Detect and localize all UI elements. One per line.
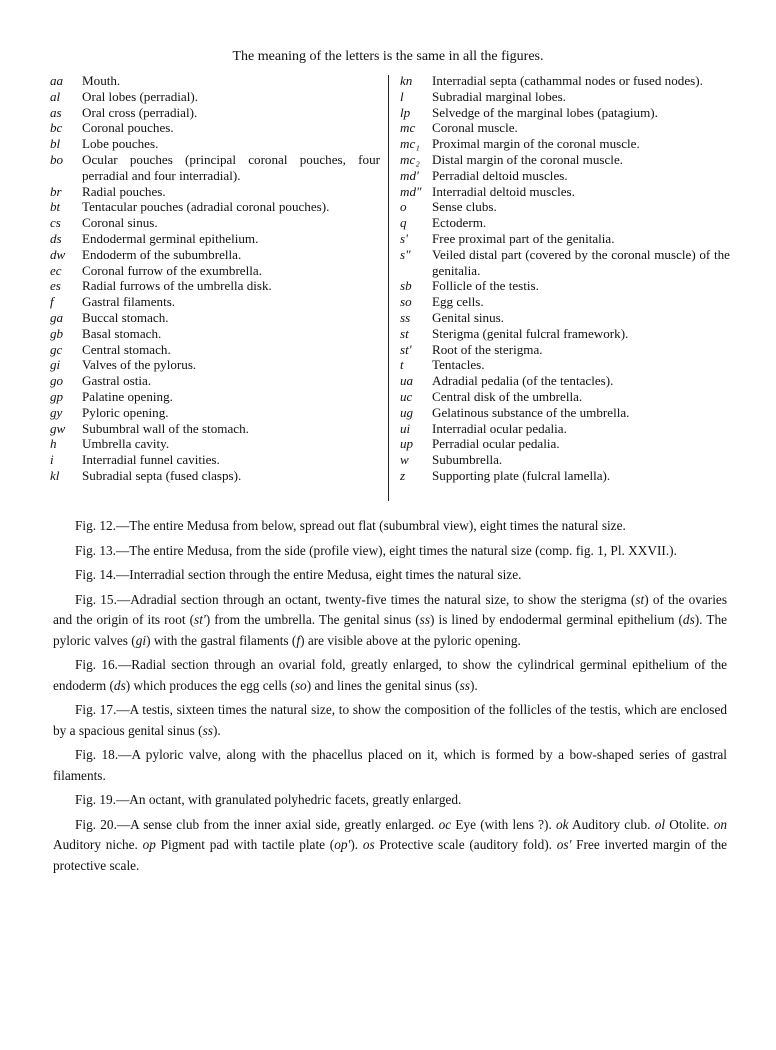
legend-entry xyxy=(400,247,730,279)
legend-abbreviation: t xyxy=(400,357,404,373)
legend-description: Central disk of the umbrella. xyxy=(432,388,583,404)
legend-abbreviation: al xyxy=(50,88,61,104)
legend-abbreviation: lp xyxy=(400,104,411,120)
caption-text: Fig. 20.—A sense club from the inner axial side, greatly enlarged. xyxy=(75,816,439,832)
legend-abbreviation: so xyxy=(400,294,412,310)
legend-entry xyxy=(50,310,380,326)
legend-abbreviation: f xyxy=(50,294,54,310)
caption-symbol: os xyxy=(362,837,375,852)
legend-description: Coronal muscle. xyxy=(432,120,518,136)
legend-abbreviation: sb xyxy=(400,278,412,294)
legend-description: Radial furrows of the umbrella disk. xyxy=(82,278,272,294)
caption-text: ) which produces the egg cells ( xyxy=(125,677,295,693)
legend-entry xyxy=(50,294,380,310)
legend-abbreviation: gp xyxy=(50,388,64,404)
caption-text: Fig. 15.—Adradial section through an octant, twenty-five times the natural size, to show the sterigma ( xyxy=(75,591,636,607)
legend-entry xyxy=(50,73,380,89)
legend-description: Gelatinous substance of the umbrella. xyxy=(432,404,630,420)
legend-entry xyxy=(50,105,380,121)
legend-abbreviation: gc xyxy=(50,341,63,357)
caption-symbol: op' xyxy=(334,837,351,852)
caption-fig-18: Fig. 18.—A pyloric valve, along with the phacellus placed on it, which is formed by a bow-shaped series of gastral filaments. xyxy=(53,747,727,783)
legend-description: Perradial ocular pedalia. xyxy=(432,436,560,452)
legend-abbreviation: ga xyxy=(50,309,64,325)
legend-entry xyxy=(400,452,730,468)
legend-abbreviation: s' xyxy=(400,230,408,246)
legend-abbreviation: l xyxy=(400,88,404,104)
legend-description: Gastral ostia. xyxy=(82,373,152,389)
caption-fig-14: Fig. 14.—Interradial section through the entire Medusa, eight times the natural size. xyxy=(75,567,522,582)
legend-description: Interradial ocular pedalia. xyxy=(432,420,567,436)
legend-abbreviation: go xyxy=(50,373,64,389)
legend-entry xyxy=(400,294,730,310)
legend-abbreviation: bt xyxy=(50,199,61,215)
caption-fig-12: Fig. 12.—The entire Medusa from below, spread out flat (subumbral view), eight times the natural size. xyxy=(75,518,626,533)
legend-abbreviation: mc xyxy=(400,120,416,136)
legend-description: Lobe pouches. xyxy=(82,136,159,152)
legend-entry xyxy=(400,373,730,389)
legend-entry xyxy=(400,120,730,136)
legend-abbreviation: cs xyxy=(50,215,61,231)
caption-symbol: op xyxy=(142,837,156,852)
legend-description: Basal stomach. xyxy=(82,325,162,341)
legend-description: Palatine opening. xyxy=(82,388,173,404)
legend-description: Sense clubs. xyxy=(432,199,497,215)
legend-entry xyxy=(400,436,730,452)
caption-fig-15 xyxy=(53,590,727,652)
legend-entry xyxy=(400,73,730,89)
caption-symbol: ss xyxy=(459,677,470,693)
legend-description: Sterigma (genital fulcral framework). xyxy=(432,325,629,341)
legend-abbreviation: i xyxy=(50,452,54,468)
caption-symbol: oc xyxy=(438,816,452,832)
caption-text: ). The pyloric valves ( xyxy=(53,612,727,648)
caption-text: Fig. 17.—A testis, sixteen times the natural size, to show the composition of the follicles of the testis, which are enclosed by a spacious genital sinus ( xyxy=(53,702,727,738)
legend-entry xyxy=(400,168,730,184)
legend-description: Pyloric opening. xyxy=(82,404,169,420)
legend-description: Coronal sinus. xyxy=(82,215,158,231)
caption-text: Auditory club. xyxy=(568,816,655,832)
legend-description: Central stomach. xyxy=(82,341,171,357)
legend-entry xyxy=(50,263,380,279)
legend-entry xyxy=(400,310,730,326)
legend-entry xyxy=(50,326,380,342)
legend-description: Mouth. xyxy=(82,73,121,88)
legend-abbreviation: st' xyxy=(400,341,412,357)
legend-description: Tentacular pouches (adradial coronal pouches). xyxy=(82,199,330,215)
legend-description: Genital sinus. xyxy=(432,309,505,325)
legend-entry xyxy=(50,184,380,200)
legend-entry xyxy=(400,184,730,200)
caption-symbol: ss xyxy=(202,722,213,738)
caption-text: Pigment pad with tactile plate ( xyxy=(155,837,335,852)
legend-abbreviation: kn xyxy=(400,73,413,88)
legend-entry xyxy=(400,421,730,437)
legend-entry xyxy=(400,357,730,373)
legend-entry xyxy=(400,342,730,358)
legend-entry xyxy=(50,452,380,468)
legend-description: Distal margin of the coronal muscle. xyxy=(432,151,624,167)
legend-abbreviation: kl xyxy=(50,467,60,483)
legend-abbreviation: w xyxy=(400,452,409,468)
legend-entry xyxy=(50,215,380,231)
legend-entry xyxy=(400,215,730,231)
legend-description: Veiled distal part (covered by the coronal muscle) of the genitalia. xyxy=(432,246,730,278)
caption-symbol: gi xyxy=(135,632,147,648)
legend-description: Interradial deltoid muscles. xyxy=(432,183,575,199)
legend-abbreviation: up xyxy=(400,436,414,452)
legend-abbreviation: gb xyxy=(50,325,64,341)
legend-entry xyxy=(50,199,380,215)
legend-entry xyxy=(400,199,730,215)
legend-description: Free proximal part of the genitalia. xyxy=(432,230,615,246)
caption-text: Protective scale (auditory fold). xyxy=(374,837,557,852)
legend-description: Oral cross (perradial). xyxy=(82,104,198,120)
legend-description: Gastral filaments. xyxy=(82,294,176,310)
legend-entry xyxy=(50,136,380,152)
legend-entry xyxy=(50,342,380,358)
caption-fig-19: Fig. 19.—An octant, with granulated polyhedric facets, greatly enlarged. xyxy=(75,792,462,807)
caption-text: Otolite. xyxy=(665,816,714,832)
legend-description: Egg cells. xyxy=(432,294,484,310)
legend-description: Selvedge of the marginal lobes (patagium). xyxy=(432,104,658,120)
legend-entry xyxy=(400,405,730,421)
legend-description: Root of the sterigma. xyxy=(432,341,543,357)
legend-entry xyxy=(50,89,380,105)
legend-description: Radial pouches. xyxy=(82,183,166,199)
legend-abbreviation: o xyxy=(400,199,407,215)
legend-description: Subradial marginal lobes. xyxy=(432,88,566,104)
caption-symbol: st xyxy=(635,591,645,607)
legend-description: Interradial septa (cathammal nodes or fused nodes). xyxy=(432,73,703,88)
legend-abbreviation: bo xyxy=(50,151,64,167)
legend-abbreviation: as xyxy=(50,104,62,120)
legend-header: The meaning of the letters is the same in all the figures. xyxy=(232,49,544,64)
legend-abbreviation: es xyxy=(50,278,61,294)
legend-entry xyxy=(400,89,730,105)
legend-description: Proximal margin of the coronal muscle. xyxy=(432,136,640,152)
caption-symbol: f xyxy=(296,632,301,648)
caption-symbol: ds xyxy=(113,677,126,693)
caption-text: Auditory niche. xyxy=(53,837,143,852)
legend-abbreviation: uc xyxy=(400,388,413,404)
legend-description: Umbrella cavity. xyxy=(82,436,170,452)
legend-description: Adradial pedalia (of the tentacles). xyxy=(432,373,614,389)
legend-entry xyxy=(50,357,380,373)
legend-description: Ectoderm. xyxy=(432,215,487,231)
legend-entry xyxy=(50,405,380,421)
caption-fig-13: Fig. 13.—The entire Medusa, from the side (profile view), eight times the natural size (comp. fig. 1, Pl. XXVII.). xyxy=(75,542,677,558)
legend-description: Tentacles. xyxy=(432,357,485,373)
legend-description: Valves of the pylorus. xyxy=(82,357,197,373)
legend-abbreviation: s" xyxy=(400,246,411,262)
caption-symbol: ss xyxy=(419,612,431,627)
legend-entry xyxy=(50,278,380,294)
legend-entry xyxy=(400,152,730,168)
caption-text: ). xyxy=(212,722,221,738)
legend-abbreviation: gy xyxy=(50,404,63,420)
legend-abbreviation: bl xyxy=(50,136,61,152)
legend-entry xyxy=(400,105,730,121)
legend-abbreviation: h xyxy=(50,436,57,452)
caption-text: Fig. 16.—Radial section through an ovarial fold, greatly enlarged, to show the cylindrical germinal epithelium of the endoderm ( xyxy=(53,657,727,693)
caption-symbol: ol xyxy=(654,816,666,832)
caption-text: ) are visible above at the pyloric opening. xyxy=(300,632,521,648)
legend-description: Subumbral wall of the stomach. xyxy=(82,420,249,436)
legend-description: Subradial septa (fused clasps). xyxy=(82,467,242,483)
legend-left-column xyxy=(50,73,380,484)
caption-text: ). xyxy=(469,677,478,693)
legend-abbreviation: gw xyxy=(50,420,66,436)
legend-description: Buccal stomach. xyxy=(82,309,169,325)
column-divider xyxy=(388,75,389,501)
caption-text: Free inverted margin of the protective scale. xyxy=(53,837,728,873)
caption-text: ) and lines the genital sinus ( xyxy=(306,677,460,693)
legend-description: Oral lobes (perradial). xyxy=(82,88,198,104)
legend-description: Subumbrella. xyxy=(432,452,503,468)
legend-entry xyxy=(400,326,730,342)
legend-entry xyxy=(50,436,380,452)
legend-description: Interradial funnel cavities. xyxy=(82,452,220,468)
legend-entry xyxy=(50,247,380,263)
legend-entry xyxy=(50,231,380,247)
caption-text: ) from the umbrella. The genital sinus ( xyxy=(205,612,420,627)
legend-description: Ocular pouches (principal coronal pouches, four perradial and four interradial). xyxy=(82,151,380,183)
legend-description: Coronal furrow of the exumbrella. xyxy=(82,262,262,278)
caption-symbol: so xyxy=(294,677,307,693)
legend-description: Perradial deltoid muscles. xyxy=(432,167,568,183)
caption-text: ). xyxy=(350,837,363,852)
caption-symbol: ds xyxy=(682,612,695,627)
legend-abbreviation: gi xyxy=(50,357,61,373)
legend-abbreviation: ui xyxy=(400,420,411,436)
legend-entry xyxy=(50,120,380,136)
legend-abbreviation: ua xyxy=(400,373,414,389)
caption-symbol: os' xyxy=(556,837,572,852)
legend-abbreviation: br xyxy=(50,183,62,199)
caption-text: Eye (with lens ?). xyxy=(451,816,556,832)
legend-entry xyxy=(50,373,380,389)
caption-text: ) with the gastral filaments ( xyxy=(146,632,297,648)
caption-text: ) is lined by endodermal germinal epithelium ( xyxy=(430,612,683,627)
legend-description: Endodermal germinal epithelium. xyxy=(82,230,259,246)
legend-entry xyxy=(400,278,730,294)
caption-symbol: st' xyxy=(194,612,206,627)
legend-abbreviation: bc xyxy=(50,120,63,136)
figure-captions xyxy=(53,516,727,880)
legend-abbreviation: ug xyxy=(400,404,414,420)
legend-abbreviation: md' xyxy=(400,167,419,183)
caption-fig-17 xyxy=(53,700,727,741)
legend-abbreviation: mc₂ xyxy=(400,151,420,167)
legend-abbreviation: mc₁ xyxy=(400,136,420,152)
legend-entry xyxy=(50,152,380,184)
legend-abbreviation: ds xyxy=(50,230,62,246)
caption-symbol: ok xyxy=(556,816,569,832)
legend-description: Coronal pouches. xyxy=(82,120,174,136)
legend-description: Follicle of the testis. xyxy=(432,278,539,294)
legend-description: Endoderm of the subumbrella. xyxy=(82,246,242,262)
caption-text: ) of the ovaries and the origin of its root ( xyxy=(53,591,727,627)
legend-abbreviation: dw xyxy=(50,246,66,262)
caption-fig-16 xyxy=(53,655,727,696)
legend-right-column xyxy=(400,73,730,484)
legend-abbreviation: ec xyxy=(50,262,62,278)
legend-entry xyxy=(50,389,380,405)
legend-entry xyxy=(400,136,730,152)
legend-abbreviation: ss xyxy=(400,309,411,325)
legend-entry xyxy=(400,389,730,405)
legend-entry xyxy=(50,421,380,437)
legend-description: Supporting plate (fulcral lamella). xyxy=(432,467,611,483)
legend-entry xyxy=(400,468,730,484)
legend-abbreviation: md" xyxy=(400,183,422,199)
abbreviation-legend xyxy=(50,73,730,505)
legend-abbreviation: q xyxy=(400,215,407,231)
caption-symbol: on xyxy=(713,816,727,832)
legend-abbreviation: aa xyxy=(50,73,64,88)
legend-entry xyxy=(400,231,730,247)
legend-abbreviation: st xyxy=(400,325,409,341)
legend-entry xyxy=(50,468,380,484)
caption-fig-20 xyxy=(53,815,727,877)
legend-abbreviation: z xyxy=(400,467,406,483)
